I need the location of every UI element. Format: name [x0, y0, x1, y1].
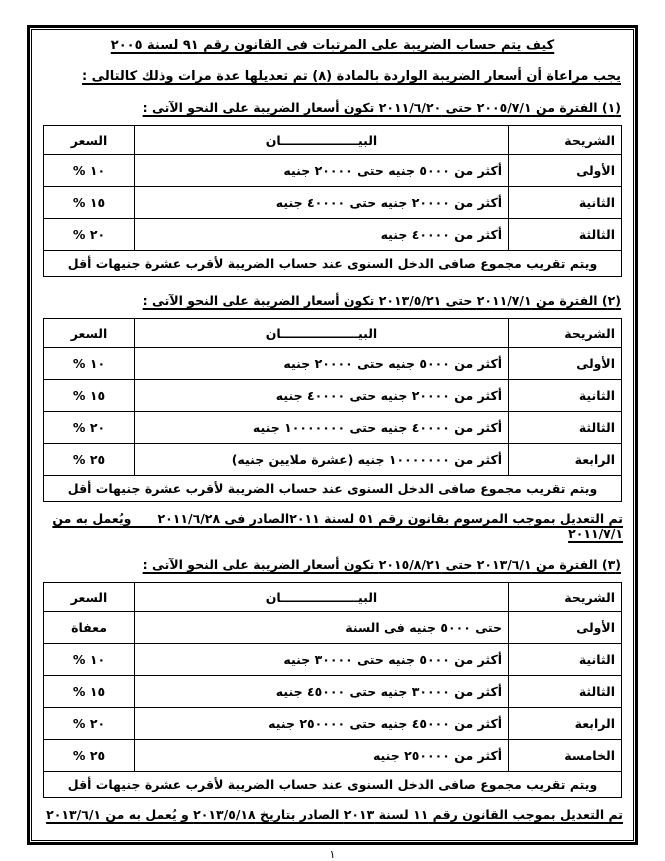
cell-rate: ٢٠ % [44, 219, 135, 251]
cell-rate: ٢٥ % [44, 740, 135, 772]
cell-description: أكثر من ٣٠٠٠٠ جنيه حتى ٤٥٠٠٠ جنيه [135, 676, 509, 708]
table-row [44, 380, 622, 412]
table-row [44, 708, 622, 740]
column-header-description: البيــــــــــــــــــان [135, 319, 509, 348]
rounding-note: ويتم تقريب مجموع صافى الدخل السنوى عند حساب الضريبة لأقرب عشرة جنيهات أقل [44, 772, 622, 798]
table-row [44, 155, 622, 187]
cell-description: أكثر من ٥٠٠٠ جنيه حتى ٢٠٠٠٠ جنيه [135, 155, 509, 187]
column-header-rate: السعر [44, 583, 135, 612]
cell-bracket: الثالثة [509, 412, 622, 444]
cell-rate: ١٠ % [44, 348, 135, 380]
cell-bracket: الثانية [509, 187, 622, 219]
table-header-row [44, 583, 622, 612]
table-row [44, 348, 622, 380]
cell-description: أكثر من ٢٠٠٠٠ جنيه حتى ٤٠٠٠٠ جنيه [135, 380, 509, 412]
cell-description: أكثر من ٥٠٠٠ جنيه حتى ٢٠٠٠٠ جنيه [135, 348, 509, 380]
table-row [44, 612, 622, 644]
period-section [38, 100, 627, 277]
table-footer-row [44, 772, 622, 798]
cell-description: أكثر من ١٠٠٠٠٠٠٠ جنيه (عشرة ملايين جنيه) [135, 444, 509, 476]
period-heading: (١) الفترة من ٢٠٠٥/٧/١ حتى ٢٠١١/٦/٢٠ تكون أسعار الضريبة على النحو الآتى : [142, 100, 621, 115]
table-header-row [44, 126, 622, 155]
sections-container [38, 100, 627, 822]
cell-description: أكثر من ٢٠٠٠٠ جنيه حتى ٤٠٠٠٠ جنيه [135, 187, 509, 219]
table-row [44, 187, 622, 219]
cell-rate: ٢٥ % [44, 444, 135, 476]
cell-description: حتى ٥٠٠٠ جنيه فى السنة [135, 612, 509, 644]
column-header-rate: السعر [44, 126, 135, 155]
cell-bracket: الرابعة [509, 444, 622, 476]
table-row [44, 740, 622, 772]
cell-bracket: الثالثة [509, 219, 622, 251]
cell-description: أكثر من ٤٥٠٠٠ جنيه حتى ٢٥٠٠٠٠ جنيه [135, 708, 509, 740]
cell-rate: ٢٠ % [44, 412, 135, 444]
cell-description: أكثر من ٤٠٠٠٠ جنيه [135, 219, 509, 251]
column-header-description: البيــــــــــــــــــان [135, 583, 509, 612]
cell-bracket: الثانية [509, 380, 622, 412]
cell-description: أكثر من ٤٠٠٠٠ جنيه حتى ١٠٠٠٠٠٠٠ جنيه [135, 412, 509, 444]
table-footer-row [44, 251, 622, 277]
rounding-note: ويتم تقريب مجموع صافى الدخل السنوى عند حساب الضريبة لأقرب عشرة جنيهات أقل [44, 476, 622, 502]
amendment-note: تم التعديل بموجب المرسوم بقانون رقم ٥١ لسنة ٢٠١١الصادر فى ٢٠١١/٦/٢٨ ويُعمل به من ٢٠١١/٧/١ [52, 511, 623, 541]
cell-rate: ١٥ % [44, 380, 135, 412]
period-section [38, 557, 627, 822]
table-row [44, 412, 622, 444]
table-row [44, 219, 622, 251]
intro-text: يجب مراعاة أن أسعار الضريبة الواردة بالمادة (٨) تم تعديلها عدة مرات وذلك كالتالى : [81, 69, 621, 84]
tax-table [43, 582, 622, 798]
column-header-bracket: الشريحة [509, 126, 622, 155]
tax-table [43, 318, 622, 502]
page-number: ١ [329, 848, 336, 861]
cell-bracket: الثانية [509, 644, 622, 676]
cell-rate: ٢٠ % [44, 708, 135, 740]
page-inner-border [31, 29, 634, 861]
column-header-description: البيــــــــــــــــــان [135, 126, 509, 155]
column-header-bracket: الشريحة [509, 319, 622, 348]
cell-bracket: الرابعة [509, 708, 622, 740]
tax-table [43, 125, 622, 277]
cell-rate: ١٠ % [44, 155, 135, 187]
page-border [27, 25, 638, 861]
cell-bracket: الخامسة [509, 740, 622, 772]
period-heading: (٣) الفترة من ٢٠١٣/٦/١ حتى ٢٠١٥/٨/٢١ تكون أسعار الضريبة على النحو الآتى : [142, 557, 621, 572]
cell-bracket: الأولى [509, 612, 622, 644]
column-header-bracket: الشريحة [509, 583, 622, 612]
cell-bracket: الأولى [509, 348, 622, 380]
cell-bracket: الأولى [509, 155, 622, 187]
period-heading: (٢) الفترة من ٢٠١١/٧/١ حتى ٢٠١٣/٥/٢١ تكون أسعار الضريبة على النحو الآتى : [142, 293, 621, 308]
cell-description: أكثر من ٢٥٠٠٠٠ جنيه [135, 740, 509, 772]
cell-description: أكثر من ٥٠٠٠ جنيه حتى ٣٠٠٠٠ جنيه [135, 644, 509, 676]
cell-rate: ١٠ % [44, 644, 135, 676]
cell-rate: ١٥ % [44, 676, 135, 708]
cell-bracket: الثالثة [509, 676, 622, 708]
table-header-row [44, 319, 622, 348]
table-row [44, 676, 622, 708]
cell-rate: ١٥ % [44, 187, 135, 219]
table-row [44, 444, 622, 476]
table-row [44, 644, 622, 676]
cell-rate: معفاة [44, 612, 135, 644]
period-section [38, 293, 627, 541]
column-header-rate: السعر [44, 319, 135, 348]
table-footer-row [44, 476, 622, 502]
document-title: كيف يتم حساب الضريبة على المرتبات فى القانون رقم ٩١ لسنة ٢٠٠٥ [110, 38, 555, 53]
amendment-note: تم التعديل بموجب القانون رقم ١١ لسنة ٢٠١٣ الصادر بتاريخ ٢٠١٣/٥/١٨ و يُعمل به من ٢٠١٣/٦/١ [46, 807, 623, 822]
rounding-note: ويتم تقريب مجموع صافى الدخل السنوى عند حساب الضريبة لأقرب عشرة جنيهات أقل [44, 251, 622, 277]
